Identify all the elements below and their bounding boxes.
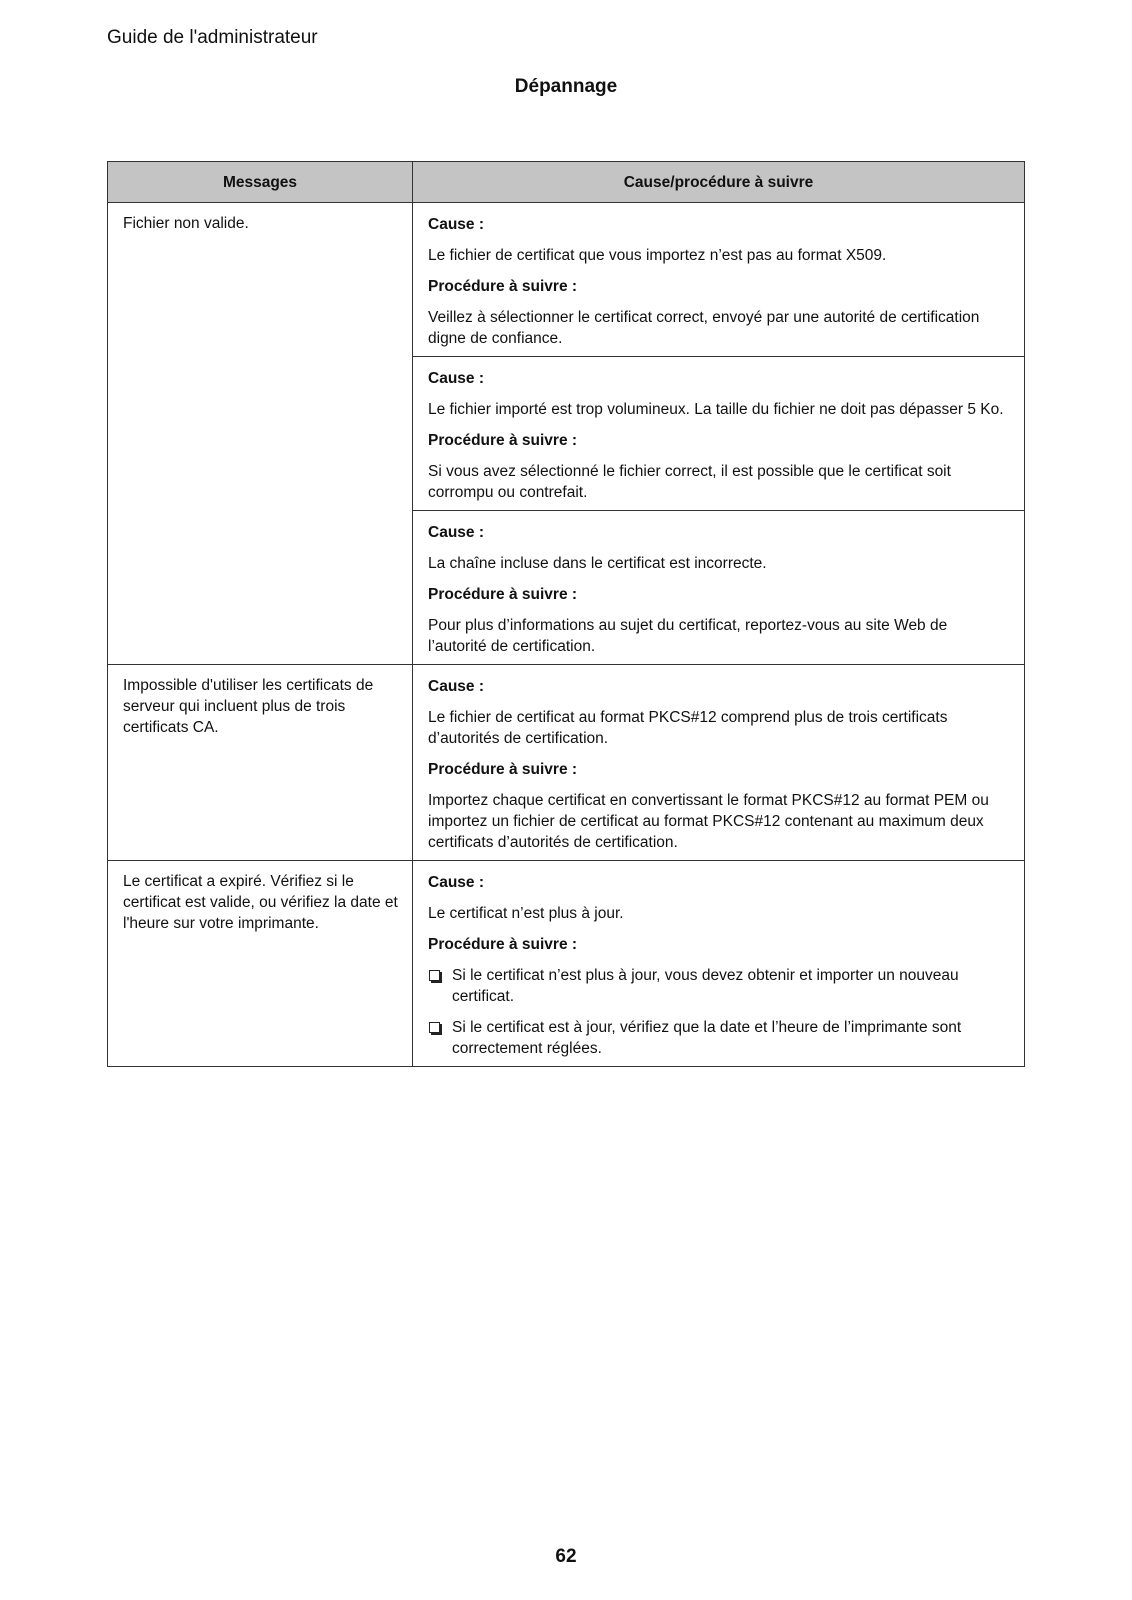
cause-text: Le fichier de certificat que vous importez n’est pas au format X509.: [428, 247, 887, 264]
guide-title: Guide de l'administrateur: [107, 27, 318, 48]
procedure-text: Veillez à sélectionner le certificat correct, envoyé par une autorité de certification digne de confiance.: [428, 309, 980, 347]
cause-procedure-cell: [413, 203, 1025, 357]
table-row: [108, 203, 1025, 357]
section-title: Dépannage: [514, 76, 618, 97]
table-row: [108, 665, 1025, 861]
message-cell: [108, 665, 413, 861]
procedure-label: Procédure à suivre :: [428, 586, 578, 603]
message-cell: [108, 203, 413, 665]
procedure-label: Procédure à suivre :: [428, 761, 578, 778]
procedure-list: [428, 965, 1010, 1059]
list-item: [428, 965, 1010, 1007]
cause-label: Cause :: [428, 678, 484, 695]
column-header-messages: Messages: [108, 162, 413, 203]
list-item-text: Si le certificat n’est plus à jour, vous devez obtenir et importer un nouveau certificat.: [452, 967, 959, 1005]
cause-procedure-cell: [413, 665, 1025, 861]
cause-label: Cause :: [428, 524, 484, 541]
procedure-label: Procédure à suivre :: [428, 936, 578, 953]
checkbox-bullet-icon: [429, 1022, 440, 1033]
table-header-row: [108, 162, 1025, 203]
procedure-label: Procédure à suivre :: [428, 278, 578, 295]
list-item: [428, 1017, 1010, 1059]
column-header-cause-procedure: Cause/procédure à suivre: [413, 162, 1025, 203]
message-text: Impossible d'utiliser les certificats de serveur qui incluent plus de trois certificats CA.: [123, 677, 374, 736]
cause-label: Cause :: [428, 370, 484, 387]
procedure-text: Pour plus d’informations au sujet du certificat, reportez-vous au site Web de l’autorité de certification.: [428, 617, 948, 655]
cause-label: Cause :: [428, 216, 484, 233]
message-text: Le certificat a expiré. Vérifiez si le certificat est valide, ou vérifiez la date et l'heure sur votre imprimante.: [123, 873, 398, 932]
list-item-text: Si le certificat est à jour, vérifiez que la date et l’heure de l’imprimante sont correctement réglées.: [452, 1019, 962, 1057]
troubleshooting-table: [107, 161, 1025, 1067]
message-text: Fichier non valide.: [123, 215, 249, 232]
cause-procedure-cell: [413, 511, 1025, 665]
message-cell: [108, 861, 413, 1067]
cause-procedure-cell: [413, 861, 1025, 1067]
checkbox-bullet-icon: [429, 970, 440, 981]
cause-text: Le fichier de certificat au format PKCS#12 comprend plus de trois certificats d’autorités de certification.: [428, 709, 948, 747]
cause-text: Le certificat n’est plus à jour.: [428, 905, 624, 922]
procedure-text: Si vous avez sélectionné le fichier correct, il est possible que le certificat soit corrompu ou contrefait.: [428, 463, 951, 501]
page-number: 62: [555, 1546, 577, 1567]
table-row: [108, 861, 1025, 1067]
cause-procedure-cell: [413, 357, 1025, 511]
cause-text: La chaîne incluse dans le certificat est incorrecte.: [428, 555, 767, 572]
cause-text: Le fichier importé est trop volumineux. La taille du fichier ne doit pas dépasser 5 Ko.: [428, 401, 1004, 418]
cause-label: Cause :: [428, 874, 484, 891]
procedure-text: Importez chaque certificat en convertissant le format PKCS#12 au format PEM ou importez un fichier de certificat au format PKCS#12 contenant au maximum deux certificats d’autorités de certification.: [428, 792, 989, 851]
procedure-label: Procédure à suivre :: [428, 432, 578, 449]
